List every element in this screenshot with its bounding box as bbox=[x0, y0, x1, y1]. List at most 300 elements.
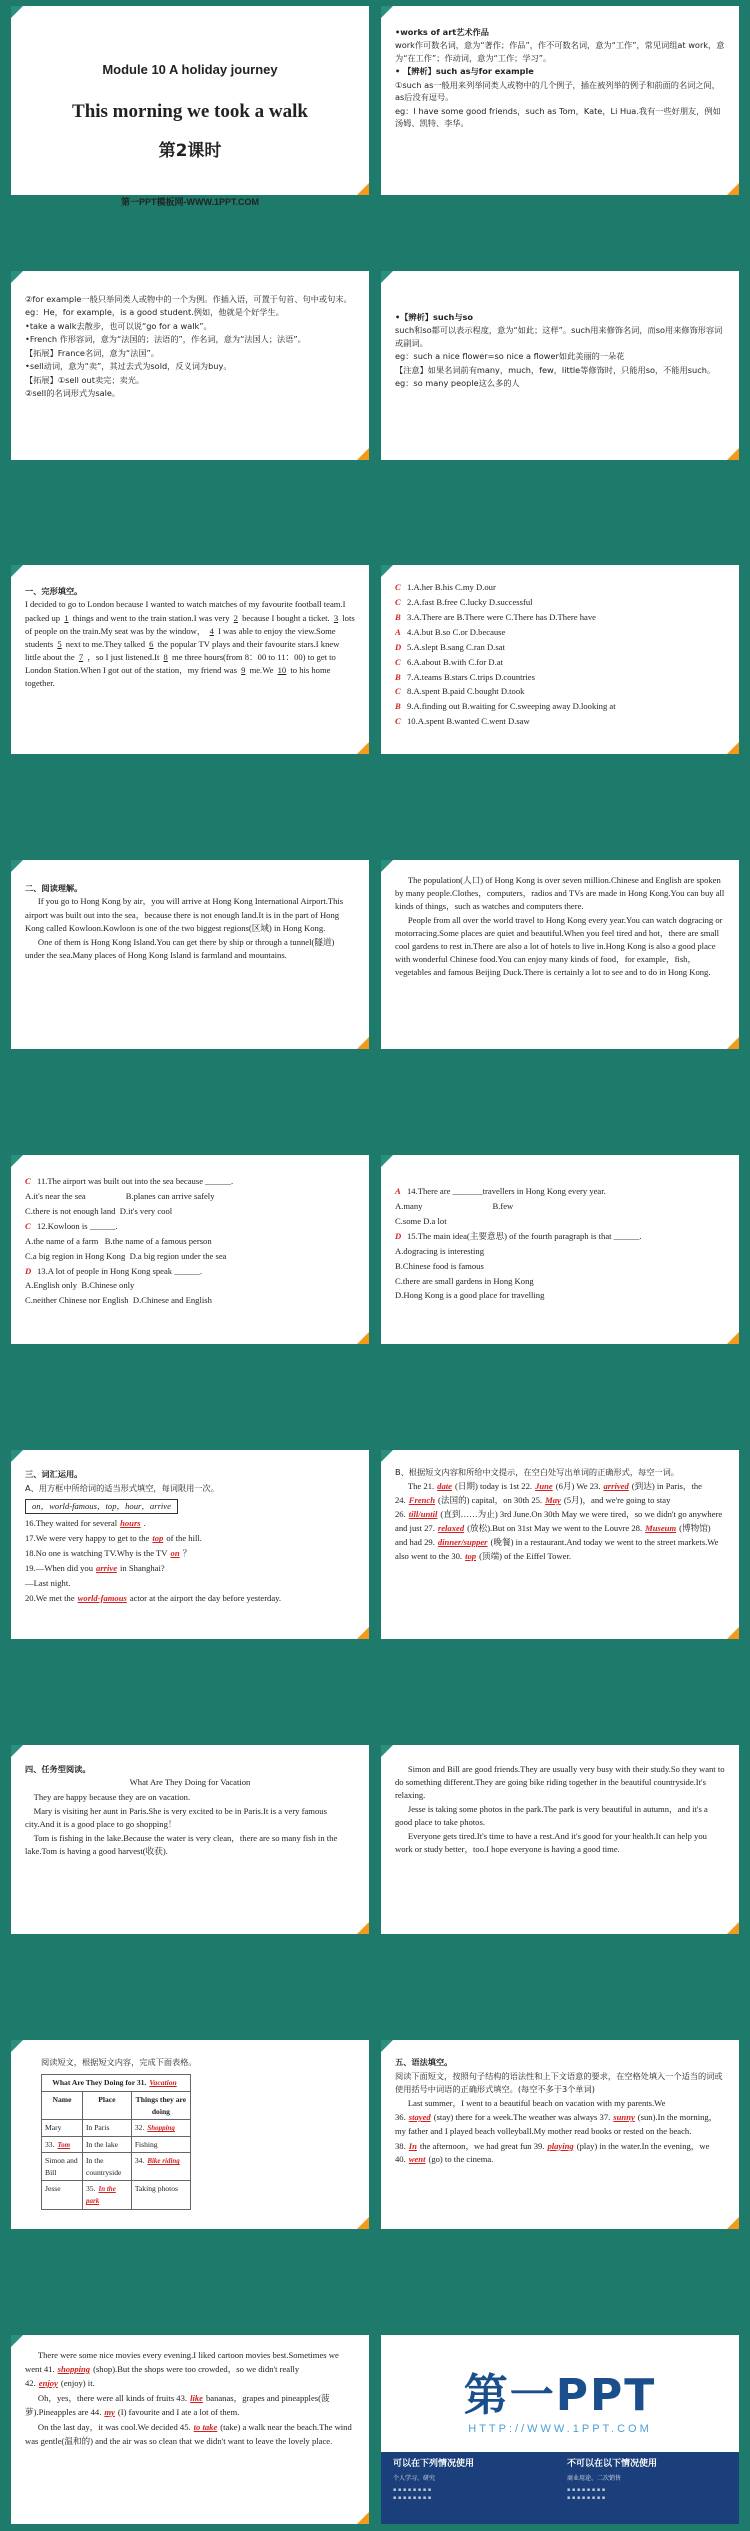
link-list-decoration: ▪ ▪ ▪ ▪ ▪ ▪ ▪ ▪ ▪ ▪ ▪ ▪ ▪ ▪ ▪ ▪ bbox=[567, 2486, 606, 2501]
answer: In bbox=[408, 2140, 417, 2151]
option: A.many bbox=[395, 1200, 423, 1211]
answer: arrive bbox=[96, 1563, 118, 1574]
passage-text: (enjoy) it. bbox=[60, 2377, 95, 2388]
cell-text: 35. bbox=[85, 2184, 96, 2194]
option-row bbox=[25, 1190, 355, 1204]
corner-decoration bbox=[11, 565, 23, 577]
option-text: 1.A.her B.his C.my D.our bbox=[407, 582, 496, 592]
option-text: 9.A.finding out B.waiting for C.sweeping away D.looking at bbox=[407, 701, 616, 712]
word-box: on，world-famous，top，hour，arrive bbox=[25, 1499, 178, 1515]
passage-paragraph: Tom is fishing in the lake.Because the water is very clean，there are so many fish in the lake.Tom is having a good harvest(收获). bbox=[25, 1832, 338, 1856]
note-text: eg：I have some good friends，such as Tom，Kate，Li Hua.我有一些好朋友，例如汤姆、凯特、李华。 bbox=[395, 105, 721, 129]
corner-decoration bbox=[381, 271, 393, 283]
passage-text: (play) in the water.In the evening，we 40. bbox=[395, 2140, 710, 2165]
sentence bbox=[25, 1547, 355, 1561]
passage-paragraph: People from all over the world travel to Hong Kong every year.You can watch dogracing or motorracing.Some places are quiet and beautiful.When you feel tired and hot，there are small cool gardens to rest in.There are also a lot of hotels to live in.Hong Kong is also a good place with wonderful Chinese food.You can enjoy many kinds of food，for example，fish，vegetables and famous Beijing Duck.There is certainly a lot to see and to do in Hong Kong. bbox=[395, 915, 723, 978]
corner-decoration bbox=[357, 1332, 369, 1344]
section-heading: 五、语法填空。 bbox=[395, 2057, 453, 2067]
slide-reading-questions-2 bbox=[381, 1155, 739, 1344]
blank-number: 8 bbox=[163, 651, 168, 662]
passage-text: 38. bbox=[395, 2140, 406, 2151]
corner-decoration bbox=[11, 2335, 23, 2347]
answer-letter: C bbox=[25, 1220, 31, 1231]
corner-decoration bbox=[727, 1922, 739, 1934]
answer-letter: B bbox=[395, 611, 401, 622]
passage-text: (法国的) capital，on 30th 25. bbox=[438, 1495, 543, 1506]
option-row: A.dogracing is interesting bbox=[395, 1245, 485, 1256]
table-cell bbox=[82, 2136, 131, 2153]
slide-vocab-a bbox=[11, 1450, 369, 1639]
period-label: 第2课时 bbox=[158, 140, 222, 161]
fill-paragraph bbox=[25, 2349, 355, 2391]
corner-decoration bbox=[727, 1037, 739, 1049]
corner-decoration bbox=[727, 2217, 739, 2229]
passage-text: lots of people on the train.My seat was by the window， bbox=[25, 612, 355, 636]
answer: Museum bbox=[645, 1523, 677, 1534]
sentence: —Last night. bbox=[25, 1578, 71, 1589]
answer-letter: D bbox=[395, 641, 402, 652]
note-text: ②sell的名词形式为sale。 bbox=[25, 388, 121, 399]
slide-grammar-fill-1 bbox=[381, 2040, 739, 2229]
option: D.Chinese and English bbox=[132, 1295, 212, 1306]
corner-decoration bbox=[11, 1745, 23, 1757]
option-row bbox=[395, 656, 725, 670]
option-row: D.Hong Kong is a good place for travelling bbox=[395, 1290, 545, 1301]
table-cell bbox=[131, 2181, 190, 2209]
note-text: •sell动词，意为“卖”，其过去式为sold，反义词为buy。 bbox=[25, 361, 232, 372]
answer: June bbox=[535, 1481, 553, 1492]
answer: my bbox=[104, 2406, 115, 2417]
passage-text: next to me.They talked bbox=[65, 638, 146, 649]
option-text: 4.A.but B.so C.or D.because bbox=[407, 626, 506, 637]
sentence-text: actor at the airport the day before yesterday. bbox=[129, 1593, 282, 1604]
passage-paragraph: Mary is visiting her aunt in Paris.She is very excited to be in Paris.It is a very famous city.And it is a good place to go shopping！ bbox=[25, 1805, 327, 1829]
brand-logo: 第一PPT bbox=[463, 2370, 657, 2421]
section-heading: 一、完形填空。 bbox=[25, 586, 83, 596]
allowed-heading: 可以在下列情况使用 bbox=[393, 2459, 475, 2469]
passage-paragraph: If you go to Hong Kong by air，you will arrive at Hong Kong International Airport.This airport was built out into the sea，because there is not enough land.It is in the part of Hong Kong called Kowloon.Kowloon is one of the two biggest regions(区域) in Hong Kong. bbox=[25, 896, 344, 933]
option: C.some bbox=[395, 1215, 422, 1226]
blank-number: 5 bbox=[57, 638, 62, 649]
cloze-paragraph bbox=[25, 598, 355, 689]
passage-text: On the last day，it was cool.We decided 45. bbox=[37, 2421, 191, 2432]
corner-decoration bbox=[381, 6, 393, 18]
passage-text: (6月) We 23. bbox=[555, 1481, 601, 1492]
passage-text: (到达) in Paris，the 24. bbox=[395, 1481, 702, 1506]
passage-text: Last summer，I went to a beautiful beach on vacation with my parents.We 36. bbox=[395, 2098, 666, 2123]
corner-decoration bbox=[11, 6, 23, 18]
blank-number: 10 bbox=[277, 664, 287, 675]
answer: enjoy bbox=[38, 2377, 58, 2388]
corner-decoration bbox=[11, 2040, 23, 2052]
corner-decoration bbox=[381, 565, 393, 577]
answer-letter: D bbox=[25, 1265, 32, 1276]
answer-letter: C bbox=[25, 1176, 31, 1186]
passage-text: (go) to the cinema. bbox=[428, 2154, 494, 2165]
answer: went bbox=[408, 2154, 426, 2165]
sentence bbox=[25, 1517, 355, 1531]
passage-text: (sun).In the morning，my father and I played beach volleyball.My mother read books or rested on the beach. bbox=[395, 2112, 718, 2136]
slide-vocab-b bbox=[381, 1450, 739, 1639]
corner-decoration bbox=[357, 742, 369, 754]
blank-number: 1 bbox=[64, 612, 69, 623]
note-text: 【注意】如果名词前有many，much，few，little等修饰时，只能用so，不能用such。 bbox=[395, 364, 716, 375]
answer: world-famous bbox=[77, 1593, 127, 1604]
cell-text: Jesse bbox=[45, 2184, 61, 2194]
slide-notes-3 bbox=[381, 271, 739, 460]
table-cell bbox=[82, 2181, 131, 2209]
corner-decoration bbox=[727, 448, 739, 460]
passage-text: (博物馆) and had 29. bbox=[395, 1523, 711, 1547]
corner-decoration bbox=[381, 1450, 393, 1462]
cell-text: 34. bbox=[134, 2156, 145, 2166]
fill-paragraph bbox=[395, 1480, 725, 1564]
note-heading: • 【辨析】such as与for example bbox=[395, 66, 534, 77]
passage-text: the afternoon，we had great fun 39. bbox=[419, 2140, 545, 2151]
answer: playing bbox=[547, 2140, 574, 2151]
option-row bbox=[395, 1200, 725, 1214]
note-text: work作可数名词，意为“著作；作品”，作不可数名词，意为“工作”，常见词组at work，意为“在工作”；作动词，意为“工作；学习”。 bbox=[395, 40, 725, 63]
cell-text: Fishing bbox=[134, 2139, 158, 2149]
slide-task-reading-1 bbox=[11, 1745, 369, 1934]
option: A.it's near the sea bbox=[25, 1190, 86, 1201]
answer-letter: C bbox=[395, 656, 401, 667]
answer: top bbox=[465, 1550, 477, 1561]
note-text: ②for example一般只举同类人或物中的一个为例。作插入语，可置于句首、句中或句末。 bbox=[25, 294, 352, 304]
note-heading: •【辨析】such与so bbox=[395, 312, 474, 322]
module-title: Module 10 A holiday journey bbox=[102, 62, 278, 77]
question bbox=[395, 1230, 725, 1244]
option-row bbox=[25, 1279, 355, 1293]
option-row bbox=[395, 596, 725, 610]
table-row bbox=[42, 2181, 191, 2209]
answer: Tom bbox=[57, 2140, 71, 2149]
link-list-decoration: ▪ ▪ ▪ ▪ ▪ ▪ ▪ ▪ ▪ ▪ ▪ ▪ ▪ ▪ ▪ ▪ bbox=[393, 2486, 432, 2501]
passage-title: What Are They Doing for Vacation bbox=[129, 1777, 251, 1788]
corner-decoration bbox=[357, 2512, 369, 2524]
blank-number: 3 bbox=[333, 612, 339, 623]
cell-text: In the lake bbox=[85, 2139, 119, 2149]
answer: dinner/supper bbox=[437, 1536, 488, 1547]
passage-text: bananas，grapes and pineapples(菠萝).Pineapples are 44. bbox=[25, 2392, 330, 2417]
option-text: 5.A.slept B.sang C.ran D.sat bbox=[407, 641, 505, 652]
answer: In the park bbox=[85, 2185, 116, 2205]
answer: on bbox=[170, 1548, 180, 1559]
passage-paragraph: Simon and Bill are good friends.They are usually very busy with their study.So they want to do something different.They are going bike riding together in the beautiful countryside.It's relaxing. bbox=[395, 1764, 725, 1801]
table-cell bbox=[131, 2153, 190, 2181]
question bbox=[25, 1220, 355, 1234]
table-cell bbox=[42, 2181, 83, 2209]
option-row bbox=[395, 685, 725, 699]
question-stem: 14.There are _______travellers in Hong Kong every year. bbox=[407, 1186, 606, 1196]
blank-number: 6 bbox=[149, 638, 154, 649]
option-text: 6.A.about B.with C.for D.at bbox=[407, 656, 503, 667]
slide-reading-2 bbox=[381, 860, 739, 1049]
table-cell bbox=[131, 2136, 190, 2153]
passage-text: (take) a walk near the beach.The wind was gentle(温和的) and the air was so clean that we didn't want to leave the lovely place. bbox=[25, 2421, 352, 2446]
option: C.a big region in Hong Kong bbox=[25, 1250, 126, 1261]
note-text: •take a walk去散步，也可以说“go for a walk”。 bbox=[25, 320, 212, 331]
table-caption bbox=[42, 2075, 191, 2092]
brand-url: HTTP://WWW.1PPT.COM bbox=[468, 2423, 652, 2435]
option-row bbox=[395, 626, 725, 640]
slide-cloze-passage bbox=[11, 565, 369, 754]
cell-text: Simon and Bill bbox=[45, 2156, 78, 2177]
cell-text: Mary bbox=[45, 2123, 62, 2133]
answer: like bbox=[190, 2392, 203, 2403]
note-text: •French 作形容词，意为“法国的；法语的”，作名词，意为“法国人；法语”。 bbox=[25, 334, 306, 345]
question bbox=[395, 1185, 725, 1199]
corner-decoration bbox=[381, 1745, 393, 1757]
slide-task-table bbox=[11, 2040, 369, 2229]
fill-paragraph bbox=[25, 2421, 355, 2449]
answer: to take bbox=[193, 2421, 218, 2432]
blank-number: 4 bbox=[209, 625, 214, 636]
option-row bbox=[25, 1250, 355, 1264]
corner-decoration bbox=[727, 1332, 739, 1344]
note-text: ①such as一般用来列举同类人或物中的几个例子，插在被列举的例子和前面的名词之间，as后没有逗号。 bbox=[395, 79, 720, 103]
blank-number: 7 bbox=[78, 651, 84, 662]
corner-decoration bbox=[381, 2040, 393, 2052]
option: D.a big region under the sea bbox=[129, 1250, 227, 1261]
corner-decoration bbox=[11, 1450, 23, 1462]
passage-text: (I) favourite and I ate a lot of them. bbox=[117, 2406, 240, 2417]
sentence-text: of the hill. bbox=[166, 1533, 202, 1544]
passage-text: (shop).But the shops were too crowded，so we didn't really 42. bbox=[25, 2363, 300, 2388]
corner-decoration bbox=[381, 860, 393, 872]
passage-text: to his home together. bbox=[25, 664, 331, 688]
note-text: eg：He，for example，is a good student.例如，他就是个好学生。 bbox=[25, 307, 284, 318]
caption-text: What Are They Doing for 31. bbox=[52, 2078, 147, 2088]
passage-paragraph: One of them is Hong Kong Island.You can get there by ship or through a tunnel(隧道) under the sea.Many places of Hong Kong Island is farmland and mountains. bbox=[25, 936, 335, 960]
answer: shopping bbox=[57, 2363, 91, 2374]
answer-letter: C bbox=[395, 582, 401, 592]
option-row bbox=[395, 700, 725, 714]
question bbox=[25, 1175, 355, 1189]
cell-text: 32. bbox=[134, 2123, 145, 2133]
slide-reading-1 bbox=[11, 860, 369, 1049]
answer: sunny bbox=[613, 2112, 635, 2123]
fill-paragraph bbox=[395, 2140, 725, 2168]
table-cell bbox=[82, 2120, 131, 2137]
note-text: eg：such a nice flower=so nice a flower如此美丽的一朵花 bbox=[395, 351, 625, 362]
passage-text: (放松).But on 31st May we went to the Louvre 28. bbox=[467, 1523, 643, 1534]
passage-text: (日期) today is 1st 22. bbox=[454, 1481, 533, 1492]
option-row bbox=[25, 1205, 355, 1219]
cell-text: 33. bbox=[45, 2139, 55, 2149]
cell-text: Taking photos bbox=[134, 2184, 178, 2194]
disallowed-usage bbox=[567, 2458, 737, 2502]
corner-decoration bbox=[357, 448, 369, 460]
answer: arrived bbox=[603, 1481, 629, 1492]
table-cell bbox=[42, 2153, 83, 2181]
answer: hours bbox=[120, 1518, 141, 1529]
slide-notes-2 bbox=[11, 271, 369, 460]
answer: French bbox=[408, 1495, 436, 1506]
note-text: eg：so many people这么多的人 bbox=[395, 378, 520, 389]
blank-number: 9 bbox=[241, 664, 246, 675]
passage-text: I decided to go to London because I wanted to watch matches of my favourite football team.I packed up bbox=[25, 599, 346, 623]
option-text: 7.A.teams B.stars C.trips D.countries bbox=[407, 671, 535, 682]
slide-task-reading-2 bbox=[381, 1745, 739, 1934]
option: C.neither Chinese nor English bbox=[25, 1295, 129, 1306]
passage-text: because I bought a ticket. bbox=[242, 612, 330, 623]
answer: May bbox=[545, 1495, 561, 1506]
disallowed-sub: 商业用途、二次销售 bbox=[567, 2474, 622, 2482]
vacation-table bbox=[41, 2074, 191, 2209]
option: B.Chinese only bbox=[81, 1280, 135, 1291]
site-label: 第一PPT模板网-WWW.1PPT.COM bbox=[121, 197, 259, 208]
blank-number: 2 bbox=[233, 612, 238, 623]
passage-paragraph: They are happy because they are on vacation. bbox=[33, 1791, 191, 1802]
section-heading: 四、任务型阅读。 bbox=[25, 1764, 91, 1774]
question-stem: 15.The main idea(主要意思) of the fourth paragraph is that ______. bbox=[407, 1230, 642, 1241]
slide-grammar-fill-2 bbox=[11, 2335, 369, 2524]
option: A.the name of a farm bbox=[25, 1235, 99, 1246]
option-row bbox=[395, 581, 725, 595]
corner-decoration bbox=[357, 2217, 369, 2229]
option-text: 3.A.There are B.There were C.There has D.There have bbox=[407, 611, 596, 622]
table-cell bbox=[82, 2153, 131, 2181]
question bbox=[25, 1265, 355, 1279]
slide-logo bbox=[381, 2335, 739, 2524]
answer: till/until bbox=[408, 1509, 438, 1520]
corner-decoration bbox=[357, 1037, 369, 1049]
option-row: C.there are small gardens in Hong Kong bbox=[395, 1275, 534, 1286]
corner-decoration bbox=[11, 860, 23, 872]
passage-paragraph: Everyone gets tired.It's time to have a rest.And it's good for your health.It can help you work or study better，too.I hope everyone is having a good time. bbox=[395, 1831, 707, 1855]
option-row bbox=[395, 671, 725, 685]
option-row bbox=[395, 611, 725, 625]
passage-text: I was able to enjoy the view.Some students bbox=[25, 625, 336, 649]
answer-letter: A bbox=[395, 626, 401, 637]
corner-decoration bbox=[727, 1627, 739, 1639]
option: B.few bbox=[492, 1200, 514, 1211]
note-text: 【拓展】France名词，意为“法国”。 bbox=[25, 347, 159, 358]
passage-text: (顶端) of the Eiffel Tower. bbox=[479, 1550, 571, 1561]
option: D.a lot bbox=[423, 1215, 447, 1226]
section-heading: 三、词汇运用。 bbox=[25, 1469, 83, 1479]
instruction: A、用方框中所给词的适当形式填空，每词限用一次。 bbox=[25, 1483, 219, 1494]
answer: Shopping bbox=[147, 2124, 175, 2133]
option-row bbox=[395, 715, 725, 729]
corner-decoration bbox=[11, 271, 23, 283]
passage-paragraph: Jesse is taking some photos in the park.The park is very beautiful in autumn，and it's a good place to take photos. bbox=[395, 1804, 708, 1828]
slide-reading-questions-1 bbox=[11, 1155, 369, 1344]
answer: date bbox=[437, 1481, 452, 1492]
passage-text: (stay) there for a week.The weather was always 37. bbox=[433, 2112, 611, 2123]
answer: stayed bbox=[408, 2112, 431, 2123]
answer-letter: C bbox=[395, 716, 401, 727]
passage-text: things and went to the train station.I was very bbox=[72, 612, 230, 623]
answer: Vacation bbox=[149, 2078, 177, 2088]
disallowed-heading: 不可以在以下情况使用 bbox=[567, 2459, 658, 2469]
fill-paragraph bbox=[25, 2392, 355, 2420]
passage-paragraph: The population(人口) of Hong Kong is over seven million.Chinese and English are spoken by many people.Clothes，computers，radios and TVs are made in Hong Kong.You can buy all kinds of things，such as watches and computers there. bbox=[395, 875, 725, 912]
table-cell bbox=[42, 2136, 83, 2153]
option-text: 8.A.spent B.paid C.bought D.took bbox=[407, 686, 525, 697]
table-cell bbox=[42, 2120, 83, 2137]
passage-text: ，so I just listened.It bbox=[87, 651, 160, 662]
table-cell bbox=[131, 2120, 190, 2137]
corner-decoration bbox=[357, 1922, 369, 1934]
option-row bbox=[25, 1235, 355, 1249]
note-heading: •works of art艺术作品 bbox=[395, 27, 489, 37]
column-header: Name bbox=[42, 2092, 83, 2120]
slide-notes-1 bbox=[381, 6, 739, 195]
passage-text: There were some nice movies every evening.I liked cartoon movies best.Sometimes we went 41. bbox=[25, 2350, 339, 2374]
option-text: 2.A.fast B.free C.lucky D.successful bbox=[407, 596, 533, 607]
answer-letter: B bbox=[395, 671, 401, 682]
note-text: 【拓展】①sell out卖完；卖光。 bbox=[25, 374, 145, 385]
table-row bbox=[42, 2120, 191, 2137]
allowed-sub: 个人学习、研究 bbox=[393, 2474, 436, 2482]
passage-text: (晚餐) in a restaurant.And today we went to the street markets.We also went to the 30. bbox=[395, 1536, 719, 1561]
answer: top bbox=[152, 1533, 164, 1544]
answer-letter: A bbox=[395, 1186, 401, 1196]
allowed-usage bbox=[393, 2458, 563, 2502]
corner-decoration bbox=[357, 1627, 369, 1639]
passage-text: The 21. bbox=[407, 1481, 435, 1492]
option-text: 10.A.spent B.wanted C.went D.saw bbox=[407, 716, 530, 727]
option: A.English only bbox=[25, 1280, 78, 1291]
sentence-text: 16.They waited for several bbox=[25, 1518, 118, 1529]
answer-letter: C bbox=[395, 596, 401, 607]
answer-letter: D bbox=[395, 1230, 402, 1241]
answer-letter: C bbox=[395, 686, 401, 697]
passage-text: Oh，yes，there were all kinds of fruits 43. bbox=[37, 2392, 188, 2403]
option-row bbox=[395, 1215, 725, 1229]
option-row bbox=[395, 641, 725, 655]
title-slide bbox=[11, 6, 369, 208]
answer: relaxed bbox=[437, 1523, 465, 1534]
lesson-title: This morning we took a walk bbox=[72, 100, 308, 122]
question-stem: 13.A lot of people in Hong Kong speak ______. bbox=[37, 1265, 203, 1276]
corner-decoration bbox=[357, 183, 369, 195]
passage-text: the popular TV plays and their favourite stars.I knew little about the bbox=[25, 638, 340, 662]
option: C.there is not enough land bbox=[25, 1205, 116, 1216]
corner-decoration bbox=[727, 742, 739, 754]
sentence bbox=[25, 1562, 355, 1576]
cell-text: In the countryside bbox=[85, 2156, 122, 2177]
corner-decoration bbox=[11, 1155, 23, 1167]
answer-letter: B bbox=[395, 701, 401, 712]
passage-text: (5月)，and we're going to stay 26. bbox=[395, 1495, 671, 1520]
sentence-text: ？ bbox=[182, 1548, 192, 1559]
passage-text: (直到……为止) 3rd June.On 30th May we were tired，so we didn't go anywhere and just 27. bbox=[395, 1509, 723, 1534]
corner-decoration bbox=[727, 183, 739, 195]
usage-band bbox=[381, 2452, 739, 2524]
corner-decoration bbox=[381, 1155, 393, 1167]
column-header: Place bbox=[82, 2092, 131, 2120]
instruction: B、根据短文内容和所给中文提示，在空白处写出单词的正确形式，每空一词。 bbox=[395, 1467, 679, 1477]
option: B.the name of a famous person bbox=[104, 1235, 212, 1246]
passage-text: me three hours(from 8：00 to 11：00) to get to London Station.When I got out of the station，my friend was bbox=[25, 651, 336, 675]
sentence-text: . bbox=[143, 1518, 146, 1529]
instruction: 阅读短文，根据短文内容，完成下面表格。 bbox=[41, 2057, 197, 2067]
question-stem: 12.Kowloon is ______. bbox=[37, 1220, 118, 1231]
slide-cloze-options bbox=[381, 565, 739, 754]
column-header: Things they are doing bbox=[131, 2092, 190, 2120]
fill-paragraph bbox=[395, 2097, 725, 2138]
table-header-row bbox=[42, 2092, 191, 2120]
table-row bbox=[42, 2153, 191, 2181]
passage-text: me.We bbox=[249, 664, 274, 675]
sentence-text: 18.No one is watching TV.Why is the TV bbox=[25, 1548, 168, 1559]
question-stem: 11.The airport was built out into the sea because ______. bbox=[37, 1176, 234, 1186]
instruction: 阅读下面短文，按照句子结构的语法性和上下文语意的要求，在空格处填入一个适当的词或使用括号中词语的正确形式填空。(每空不多于3个单词) bbox=[395, 2071, 723, 2095]
option: D.it's very cool bbox=[119, 1205, 173, 1216]
